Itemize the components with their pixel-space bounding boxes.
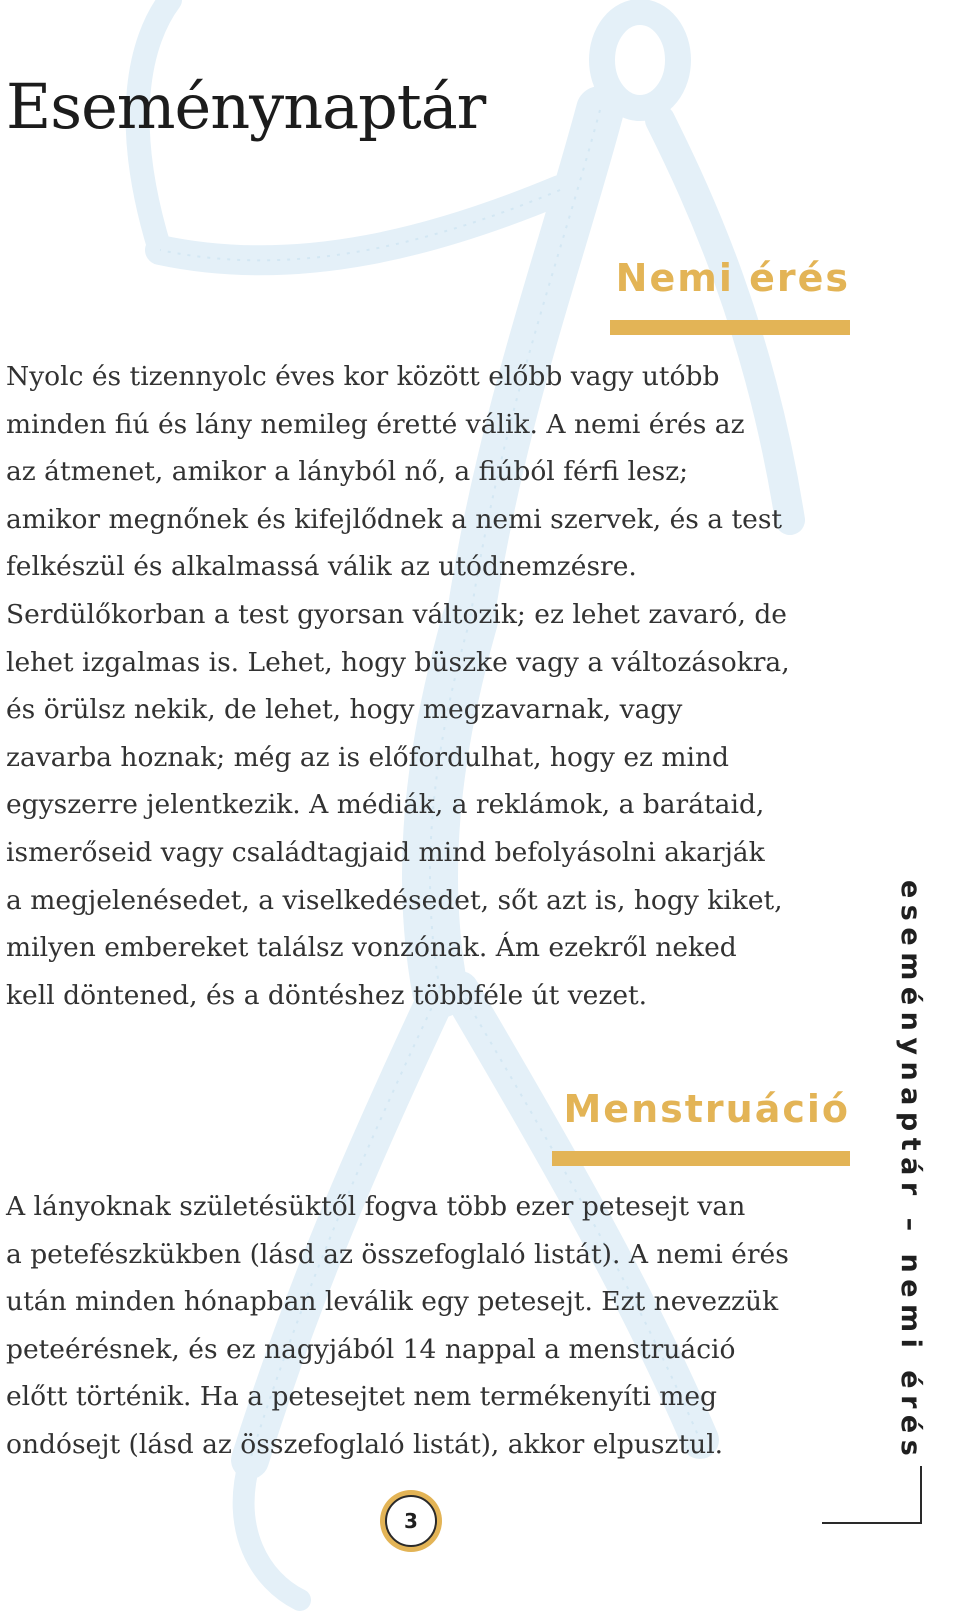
paragraph-line: felkészül és alkalmassá válik az utódnemzésre. [6,551,637,583]
paragraph-line: után minden hónapban leválik egy petesejt. Ezt nevezzük [6,1286,779,1318]
section-heading-rule [552,1151,850,1166]
section-heading-menstruacio: Menstruáció [563,1087,850,1131]
paragraph-line: amikor megnőnek és kifejlődnek a nemi szervek, és a test [6,503,783,535]
paragraph-line: a petefészkükben (lásd az összefoglaló listát). A nemi érés [6,1238,789,1270]
paragraph-line: milyen embereket találsz vonzónak. Ám ezekről neked [6,932,737,964]
side-running-header-text: eseménynaptár – nemi érés [895,880,926,1463]
paragraph-line: A lányoknak születésüktől fogva több ezer petesejt van [6,1191,746,1222]
paragraph-line: előtt történik. Ha a petesejtet nem termékenyíti meg [6,1381,718,1413]
paragraph-line: ismerőseid vagy családtagjaid mind befolyásolni akarják [6,836,765,868]
page-number: 3 [385,1495,437,1547]
paragraph-line: peteérésnek, és ez nagyjából 14 nappal a menstruáció [6,1333,736,1365]
section-body-nemi-eres [6,353,844,1019]
corner-bracket-horizontal [822,1522,922,1524]
paragraph-line: minden fiú és lány nemileg éretté válik. A nemi érés az [6,408,745,440]
paragraph-line: a megjelenésedet, a viselkedésedet, sőt azt is, hogy kiket, [6,884,783,916]
section-body-menstruacio [6,1183,844,1469]
page-number-badge [380,1490,442,1552]
paragraph-line: lehet izgalmas is. Lehet, hogy büszke vagy a változásokra, [6,646,790,678]
paragraph-line: az átmenet, amikor a lányból nő, a fiúból férfi lesz; [6,456,689,488]
corner-bracket-vertical [920,1466,922,1524]
paragraph-line: Serdülőkorban a test gyorsan változik; ez lehet zavaró, de [6,598,787,630]
paragraph-line: Nyolc és tizennyolc éves kor között előbb vagy utóbb [6,361,720,392]
section-heading-rule [610,320,850,335]
paragraph-line: és örülsz nekik, de lehet, hogy megzavarnak, vagy [6,694,683,726]
section-heading-nemi-eres: Nemi érés [615,256,850,300]
paragraph-line: kell döntened, és a döntéshez többféle út vezet. [6,979,648,1011]
paragraph-line: ondósejt (lásd az összefoglaló listát), akkor elpusztul. [6,1428,724,1460]
paragraph-line: zavarba hoznak; még az is előfordulhat, hogy ez mind [6,741,730,773]
side-running-header [890,880,930,1463]
paragraph-line: egyszerre jelentkezik. A médiák, a reklámok, a barátaid, [6,789,765,821]
page-title: Eseménynaptár [6,70,486,143]
